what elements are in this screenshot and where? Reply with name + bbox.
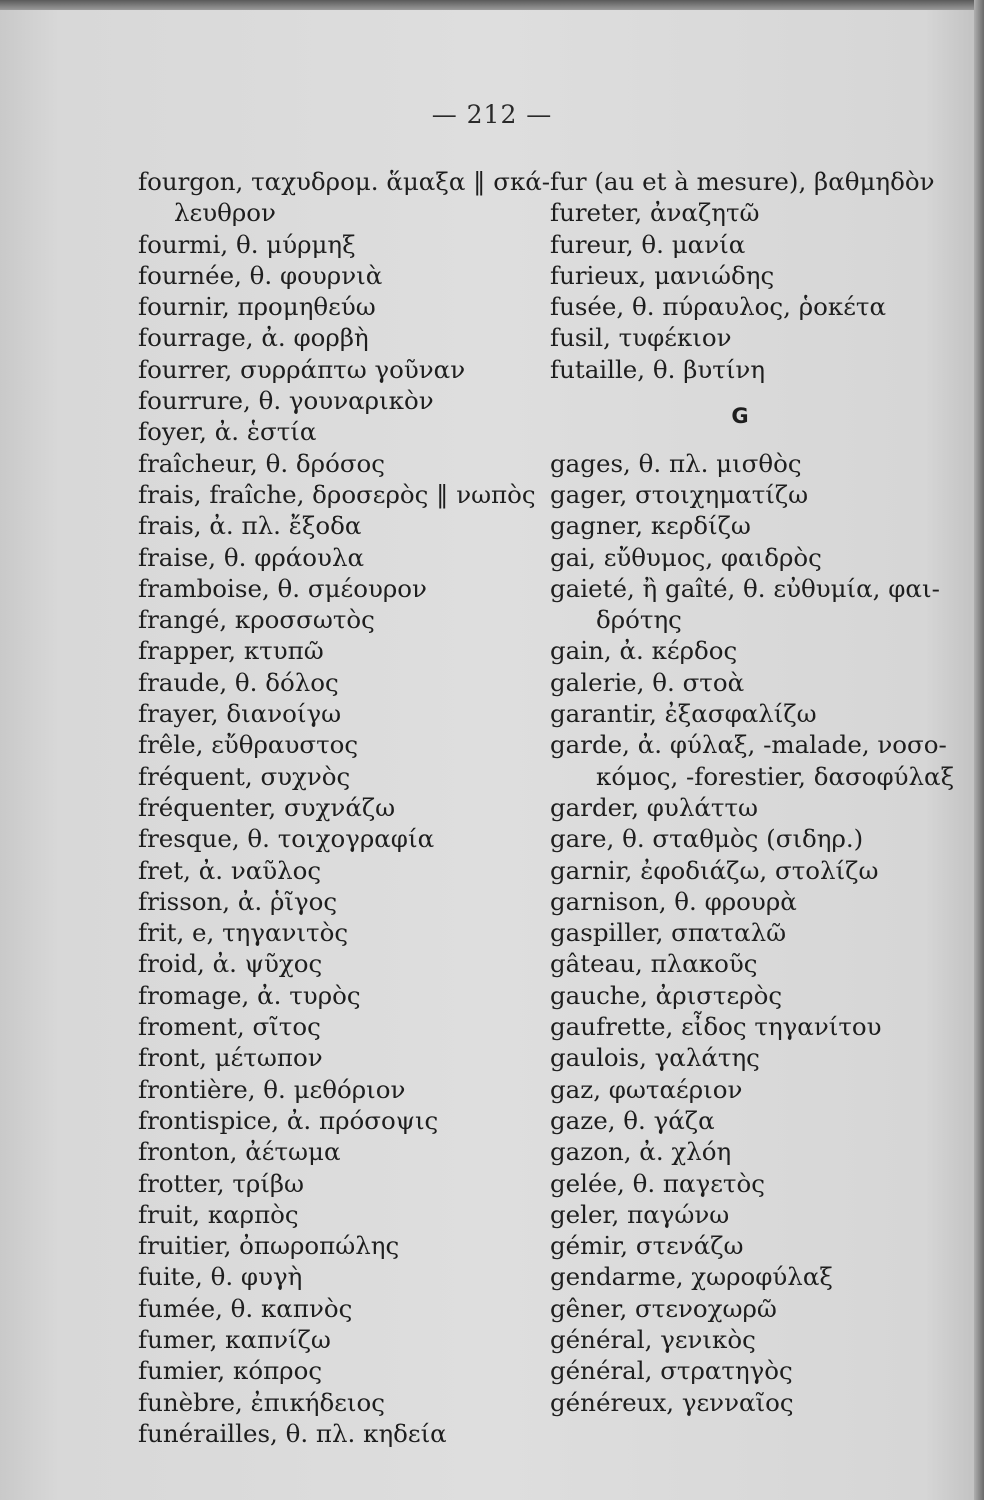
dictionary-entry: frit, e, τηγανιτὸς <box>138 918 349 948</box>
dictionary-entry: gager, στοιχηματίζω <box>550 479 809 509</box>
dictionary-entry: froid, ἀ. ψῦχος <box>138 949 323 979</box>
dictionary-entry: fumer, καπνίζω <box>138 1324 331 1354</box>
dictionary-entry: frais, ἀ. πλ. ἔξοδα <box>138 511 362 541</box>
dictionary-entry: fournée, θ. φουρνιὰ <box>138 260 383 290</box>
dictionary-entry: gazon, ἀ. χλόη <box>550 1137 732 1167</box>
dictionary-entry: front, μέτωπον <box>138 1043 323 1073</box>
dictionary-entry: frayer, διανοίγω <box>138 699 342 729</box>
dictionary-entry: fusil, τυφέκιον <box>550 323 732 353</box>
dictionary-entry-continuation: δρότης <box>596 605 682 635</box>
dictionary-entry: framboise, θ. σμέουρον <box>138 573 427 603</box>
dictionary-entry: fruit, καρπὸς <box>138 1199 299 1229</box>
dictionary-entry: futaille, θ. βυτίνη <box>550 354 765 384</box>
dictionary-entry: fureter, ἀναζητῶ <box>550 198 760 228</box>
section-letter-heading: G <box>731 404 749 429</box>
dictionary-entry: gaze, θ. γάζα <box>550 1105 715 1135</box>
dictionary-entry: gêner, στενοχωρῶ <box>550 1293 777 1323</box>
dictionary-entry: frêle, εὔθραυστος <box>138 730 359 760</box>
dictionary-entry: gagner, κερδίζω <box>550 511 751 541</box>
dictionary-entry: fournir, προμηθεύω <box>138 292 376 322</box>
dictionary-entry: fourmi, θ. μύρμηξ <box>138 229 356 259</box>
dictionary-entry: froment, σῖτος <box>138 1012 321 1042</box>
dictionary-entry: frapper, κτυπῶ <box>138 636 324 666</box>
dictionary-entry: gaulois, γαλάτης <box>550 1043 760 1073</box>
scan-right-edge <box>974 0 984 1500</box>
dictionary-entry: galerie, θ. στοὰ <box>550 667 745 697</box>
dictionary-entry: gaspiller, σπαταλῶ <box>550 918 787 948</box>
dictionary-entry: fronton, ἀέτωμα <box>138 1137 341 1167</box>
dictionary-entry: gaieté, ἢ gaîté, θ. εὐθυμία, φαι- <box>550 573 940 603</box>
right-column <box>550 166 955 1418</box>
dictionary-entry: fromage, ἀ. τυρὸς <box>138 980 361 1010</box>
dictionary-entry: geler, παγώνω <box>550 1199 730 1229</box>
dictionary-entry: foyer, ἀ. ἑστία <box>138 417 317 447</box>
dictionary-entry: fur (au et à mesure), βαθμηδὸν <box>550 167 935 196</box>
dictionary-entry: fréquenter, συχνάζω <box>138 792 396 822</box>
dictionary-entry: gâteau, πλακοῦς <box>550 949 758 979</box>
dictionary-entry: garantir, ἐξασφαλίζω <box>550 699 817 729</box>
dictionary-entry: fumier, κόπρος <box>138 1356 323 1386</box>
dictionary-entry: garnir, ἐφοδιάζω, στολίζω <box>550 855 879 885</box>
dictionary-entry: fraîcheur, θ. δρόσος <box>138 448 386 478</box>
dictionary-entry: fraude, θ. δόλος <box>138 667 339 697</box>
dictionary-entry: fresque, θ. τοιχογραφία <box>138 824 435 854</box>
dictionary-entry: frotter, τρίβω <box>138 1168 305 1198</box>
dictionary-entry: frais, fraîche, δροσερὸς ‖ νωπὸς <box>138 479 536 509</box>
dictionary-entry: fourrer, συρράπτω γοῦναν <box>138 354 466 384</box>
dictionary-entry: général, στρατηγὸς <box>550 1356 793 1386</box>
dictionary-entry: fourrage, ἀ. φορβὴ <box>138 323 369 353</box>
dictionary-entry: gaufrette, εἶδος τηγανίτου <box>550 1012 882 1042</box>
dictionary-entry: fourrure, θ. γουναρικὸν <box>138 386 434 416</box>
dictionary-entry: fourgon, ταχυδρομ. ἅμαξα ‖ σκά- <box>138 167 551 196</box>
dictionary-entry: gauche, ἀριστερὸς <box>550 980 783 1010</box>
dictionary-entry: fureur, θ. μανία <box>550 229 746 259</box>
dictionary-entry: gendarme, χωροφύλαξ <box>550 1262 833 1292</box>
dictionary-entry: gain, ἀ. κέρδος <box>550 636 738 666</box>
dictionary-entry: funérailles, θ. πλ. κηδεία <box>138 1418 447 1448</box>
dictionary-entry: fruitier, ὀπωροπώλης <box>138 1231 400 1261</box>
dictionary-entry: fret, ἀ. ναῦλος <box>138 855 322 885</box>
left-column <box>138 166 551 1449</box>
dictionary-entry: général, γενικὸς <box>550 1324 756 1354</box>
dictionary-entry-continuation: κόμος, -forestier, δασοφύλαξ <box>596 761 955 791</box>
dictionary-entry: fréquent, συχνὸς <box>138 761 351 791</box>
dictionary-entry: frontière, θ. μεθόριον <box>138 1074 406 1104</box>
dictionary-entry: gages, θ. πλ. μισθὸς <box>550 448 802 478</box>
dictionary-entry: fuite, θ. φυγὴ <box>138 1262 303 1292</box>
dictionary-entry: gémir, στενάζω <box>550 1231 744 1261</box>
dictionary-entry: gaz, φωταέριον <box>550 1074 743 1104</box>
dictionary-entry: funèbre, ἐπικήδειος <box>138 1387 385 1417</box>
dictionary-entry: gai, εὔθυμος, φαιδρὸς <box>550 542 822 572</box>
scan-top-edge <box>0 0 984 10</box>
dictionary-entry-continuation: λευθρον <box>174 198 276 228</box>
dictionary-entry: frisson, ἀ. ῥῖγος <box>138 886 338 916</box>
dictionary-entry: frangé, κροσσωτὸς <box>138 605 375 635</box>
dictionary-entry: furieux, μανιώδης <box>550 260 775 290</box>
dictionary-entry: fumée, θ. καπνὸς <box>138 1293 353 1323</box>
dictionary-entry: gelée, θ. παγετὸς <box>550 1168 765 1198</box>
dictionary-entry: garder, φυλάττω <box>550 792 758 822</box>
dictionary-entry: frontispice, ἀ. πρόσοψις <box>138 1105 439 1135</box>
dictionary-entry: gare, θ. σταθμὸς (σιδηρ.) <box>550 824 864 854</box>
dictionary-entry: fraise, θ. φράουλα <box>138 542 365 572</box>
dictionary-entry: garde, ἀ. φύλαξ, -malade, νοσο- <box>550 730 947 760</box>
page-number: — 212 — <box>431 100 553 129</box>
dictionary-entry: garnison, θ. φρουρὰ <box>550 886 797 916</box>
dictionary-entry: fusée, θ. πύραυλος, ῥοκέτα <box>550 292 886 322</box>
dictionary-entry: généreux, γενναῖος <box>550 1387 794 1417</box>
